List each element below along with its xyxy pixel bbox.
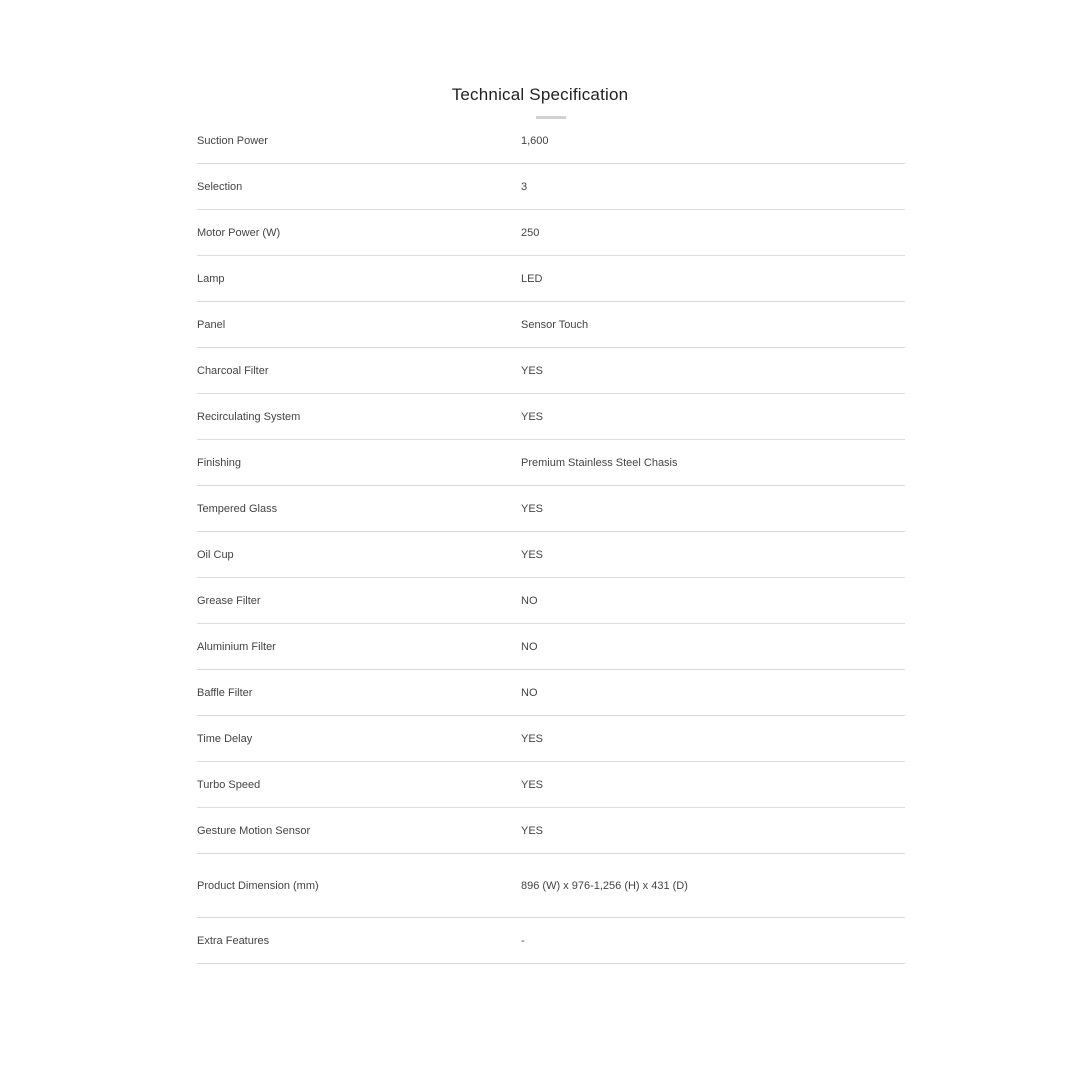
spec-row — [197, 256, 905, 302]
spec-value: 250 — [521, 226, 540, 239]
spec-label: Charcoal Filter — [197, 364, 269, 377]
spec-label: Turbo Speed — [197, 778, 261, 791]
spec-row — [197, 854, 905, 918]
spec-label: Time Delay — [197, 732, 253, 745]
spec-label: Suction Power — [197, 134, 268, 147]
spec-value: LED — [521, 272, 543, 285]
spec-label: Finishing — [197, 456, 242, 469]
spec-value: 1,600 — [521, 134, 549, 147]
spec-row — [197, 918, 905, 964]
spec-row — [197, 578, 905, 624]
spec-row — [197, 532, 905, 578]
spec-value: 3 — [521, 180, 528, 193]
spec-row — [197, 164, 905, 210]
spec-value: YES — [521, 778, 544, 791]
spec-label: Panel — [197, 318, 226, 331]
spec-value: YES — [521, 502, 544, 515]
spec-row — [197, 302, 905, 348]
spec-value: Premium Stainless Steel Chasis — [521, 456, 678, 469]
spec-row — [197, 210, 905, 256]
spec-value: YES — [521, 824, 544, 837]
spec-label: Oil Cup — [197, 548, 234, 561]
spec-value: NO — [521, 640, 538, 653]
spec-row — [197, 716, 905, 762]
spec-label: Selection — [197, 180, 243, 193]
spec-value: 896 (W) x 976-1,256 (H) x 431 (D) — [521, 879, 688, 892]
spec-row — [197, 670, 905, 716]
spec-row — [197, 348, 905, 394]
spec-label: Recirculating System — [197, 410, 301, 423]
spec-row — [197, 118, 905, 164]
spec-value: Sensor Touch — [521, 318, 589, 331]
spec-label: Grease Filter — [197, 594, 261, 607]
spec-label: Tempered Glass — [197, 502, 278, 515]
spec-value: YES — [521, 548, 544, 561]
spec-label: Product Dimension (mm) — [197, 879, 319, 892]
spec-value: NO — [521, 594, 538, 607]
spec-label: Baffle Filter — [197, 686, 253, 699]
spec-row — [197, 624, 905, 670]
section-title: Technical Specification — [451, 85, 629, 104]
spec-row — [197, 762, 905, 808]
spec-value: - — [521, 934, 525, 947]
spec-value: NO — [521, 686, 538, 699]
spec-row — [197, 486, 905, 532]
spec-table — [197, 118, 905, 964]
spec-label: Gesture Motion Sensor — [197, 824, 311, 837]
spec-label: Aluminium Filter — [197, 640, 276, 653]
spec-label: Lamp — [197, 272, 225, 285]
spec-value: YES — [521, 364, 544, 377]
spec-row — [197, 394, 905, 440]
spec-label: Extra Features — [197, 934, 270, 947]
spec-row — [197, 440, 905, 486]
spec-value: YES — [521, 410, 544, 423]
spec-row — [197, 808, 905, 854]
spec-label: Motor Power (W) — [197, 226, 281, 239]
spec-value: YES — [521, 732, 544, 745]
